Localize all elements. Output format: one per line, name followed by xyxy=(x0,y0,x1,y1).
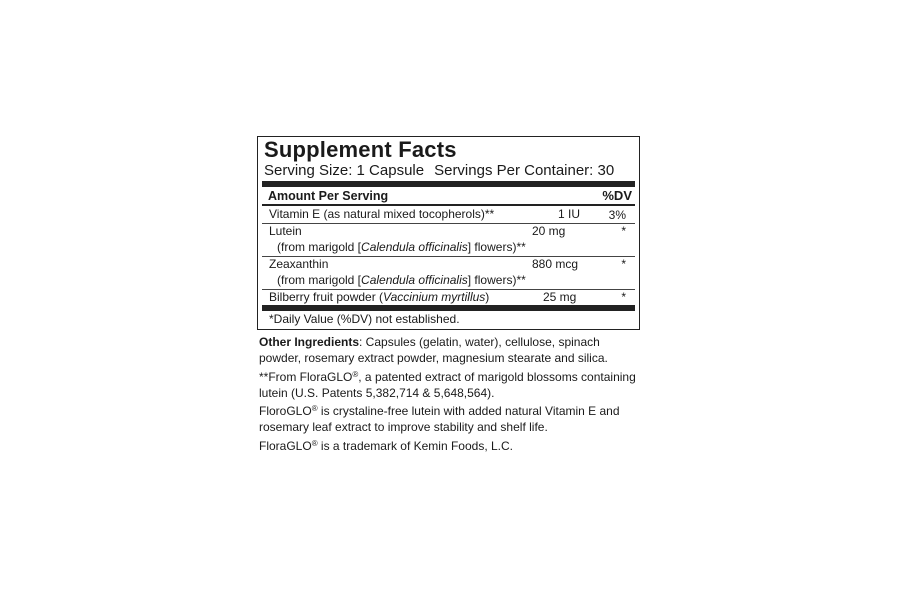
nutrient-row-zeaxanthin xyxy=(262,257,635,289)
nutrient-dv: * xyxy=(621,290,626,304)
serving-info xyxy=(264,162,614,180)
nutrient-row-vitamin-e xyxy=(262,207,635,223)
bottom-thick-divider xyxy=(262,305,635,311)
nutrient-dv: 3% xyxy=(608,208,626,222)
dv-heading: %DV xyxy=(602,188,632,203)
other-ingredients-label: Other Ingredients xyxy=(259,335,360,349)
header-divider xyxy=(262,204,635,206)
amount-per-serving-heading: Amount Per Serving xyxy=(268,189,389,203)
floraglo-note-3: FloraGLO® is a trademark of Kemin Foods, L.C. xyxy=(259,438,514,453)
nutrient-name: Zeaxanthin xyxy=(269,257,329,271)
nutrient-amount: 25 mg xyxy=(543,290,577,304)
nutrient-amount: 880 mcg xyxy=(532,257,579,271)
nutrient-dv: * xyxy=(621,224,626,238)
nutrient-name: Lutein xyxy=(269,224,302,238)
supplement-facts-panel xyxy=(257,136,640,330)
thick-divider xyxy=(262,181,635,187)
nutrient-row-lutein xyxy=(262,224,635,256)
nutrient-amount: 1 IU xyxy=(558,207,581,221)
panel-title: Supplement Facts xyxy=(264,137,457,162)
nutrient-row-bilberry xyxy=(262,290,635,306)
other-ingredients-text: : Capsules (gelatin, water), cellulose, spinach powder, rosemary extract powder, magnesium stearate and silica. xyxy=(259,335,608,366)
other-ingredients-block xyxy=(259,334,639,454)
nutrient-source: (from marigold [Calendula officinalis] flowers)** xyxy=(277,240,526,254)
daily-value-footnote: *Daily Value (%DV) not established. xyxy=(269,312,460,326)
servings-per-container: Servings Per Container: 30 xyxy=(434,162,615,179)
nutrient-dv: * xyxy=(621,257,626,271)
floraglo-note-1: **From FloraGLO®, a patented extract of marigold blossoms containing lutein (U.S. Patents 5,382,714 & 5,648,564). xyxy=(259,369,636,400)
nutrient-amount: 20 mg xyxy=(532,224,566,238)
table-header xyxy=(262,188,635,204)
serving-size: Serving Size: 1 Capsule xyxy=(264,162,425,179)
nutrient-name: Bilberry fruit powder (Vaccinium myrtillus) xyxy=(269,290,490,304)
nutrient-name: Vitamin E (as natural mixed tocopherols)** xyxy=(269,207,495,221)
floraglo-note-2: FloroGLO® is crystaline-free lutein with added natural Vitamin E and rosemary leaf extract to improve stability and shelf life. xyxy=(259,404,620,435)
nutrient-source: (from marigold [Calendula officinalis] flowers)** xyxy=(277,273,526,287)
other-ingredients xyxy=(259,334,639,367)
